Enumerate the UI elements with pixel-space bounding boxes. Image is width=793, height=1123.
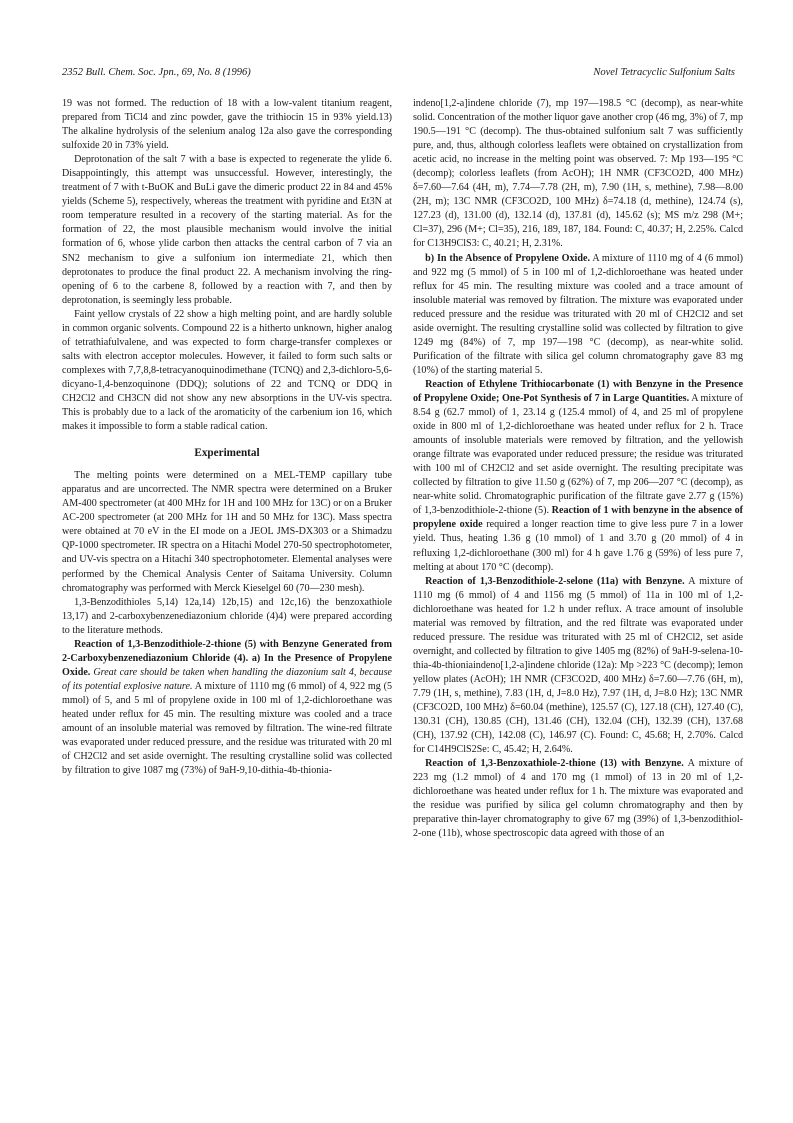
paragraph-body: A mixture of 8.54 g (62.7 mmol) of 1, 23.14 g (125.4 mmol) of 4, and 25 ml of propylene oxide in 800 ml of 1,2-dichloroethane was heated under reflux for 2 h. Trace amounts of insoluble materials were removed by filtration, and the yellowish orange filtrate was evaporated under reduced pressure; the residue was triturated with 100 ml of CH2Cl2 and set aside overnight. The resulting precipitate was collected by filtration to give 11.50 g (62%) of 7, mp 206—207 °C (decomp), as near-white solid. Chromatographic purification of the filtrate gave 2.77 g (15%) of 1,3-benzodithiole-2-thione (5). bbox=[413, 392, 743, 517]
paragraph: 1,3-Benzodithioles 5,14) 12a,14) 12b,15) and 12c,16) the benzoxathiole 13,17) and 2-carboxybenzenediazonium chloride (4)4) were prepared according to the literature methods. bbox=[62, 596, 392, 636]
paragraph bbox=[62, 638, 392, 778]
paragraph-body: A mixture of 1110 mg (6 mmol) of 4 and 1156 mg (5 mmol) of 11a in 100 ml of 1,2-dichloroethane was heated for 1.2 h under reflux. A trace amount of insoluble material was removed by filtration, and the red filtrate was evaporated under reduced pressure. The residue was triturated with 25 ml of CH2Cl2, set aside overnight, and collected by filtration to give 1405 mg (82%) of 9aH-9-selena-10-thia-4b-thioniaindeno[1,2-a]indene chloride (12a): Mp >223 °C (decomp); lemon yellow plates (AcOH); 1H NMR (CF3CO2D, 400 MHz) δ=7.60—7.76 (6H, m), 7.79 (1H, s, methine), 7.83 (1H, d, J=8.0 Hz), 7.97 (1H, d, J=8.0 Hz); 13C NMR (CF3CO2D, 100 MHz) δ=60.04 (methine), 125.57 (C), 127.18 (CH), 127.40 (C), 130.31 (CH), 130.85 (CH), 131.46 (CH), 132.04 (CH), 132.39 (CH), 137.68 (CH), 137.92 (CH), 142.08 (C), 146.97 (C). Found: C, 45.68; H, 2.70%. Calcd for C14H9ClS2Se: C, 45.42; H, 2.64%. bbox=[413, 575, 743, 756]
run-in-title: Reaction of 1,3-Benzodithiole-2-selone (11a) with Benzyne. bbox=[425, 575, 685, 587]
paragraph: The melting points were determined on a MEL-TEMP capillary tube apparatus and are uncorrected. The NMR spectra were determined on a Bruker AM-400 spectrometer (at 400 MHz for 1H and 100 MHz for 13C) or on a Bruker AC-200 spectrometer (at 200 MHz for 1H and 50 MHz for 13C). Mass spectra were obtained at 70 eV in the EI mode on a JEOL JMS-DX303 or a Shimadzu QP-1000 spectrometer. IR spectra on a Hitachi Model 270-50 spectrophotometer, and UV-vis spectra on a Hitachi 340 spectrophotometer. Elemental analyses were performed by the Chemical Analysis Center of Saitama University. Column chromatography was performed with Merck Kieselgel 60 (70—230 mesh). bbox=[62, 470, 392, 594]
paragraph bbox=[413, 757, 743, 841]
right-column bbox=[413, 97, 743, 841]
paragraph-body: A mixture of 223 mg (1.2 mmol) of 4 and 170 mg (1 mmol) of 13 in 20 ml of 1,2-dichloroethane was heated under reflux for 1 h. The mixture was evaporated and the residue was purified by silica gel column chromatography and then by preparative thin-layer chromatography to give 67 mg (39%) of 1,3-benzodithiol-2-one (11b), whose spectroscopic data agreed with those of an bbox=[413, 758, 743, 840]
paragraph-body: A mixture of 1110 mg of 4 (6 mmol) and 922 mg (5 mmol) of 5 in 100 ml of 1,2-dichloroethane was heated under reflux for 45 min. The resulting mixture was cooled and a trace amount of insoluble material was removed by filtration. The mixture was evaporated under reduced pressure and the residue was triturated with 20 ml of CH2Cl2 and set aside overnight. The resulting crystalline solid was collected by filtration to give 1249 mg (84%) of 7, mp 197—198 °C (decomp), as near-white solid. Purification of the filtrate with silica gel column chromatography gave 83 mg (10%) of the starting material 5. bbox=[413, 252, 744, 376]
run-in-title: Reaction of 1,3-Benzodithiole-2-thione (5) with Benzyne Generated from 2-Carboxybenzenediazonium Chloride (4). a) In the Presence of Propylene Oxide. bbox=[62, 638, 392, 678]
paragraph: Deprotonation of the salt 7 with a base is expected to regenerate the ylide 6. Disappointingly, this attempt was unsuccessful. However, interestingly, the treatment of 7 with t-BuOK and BuLi gave the dimeric product 22 in 84 and 45% yields (Scheme 5), respectively, whereas the treatment with pyridine and Et3N at room temperature resulted in a recovery of the starting material. As for the formation of 22, the most plausible mechanism would involve the initial formation of 6, whose ylide carbon then attacks the central carbon of 7 via an SN2 mechanism to give a sulfonium ion intermediate 21, which then deprotonates to produce the final product 22. A mechanism involving the ring-opening of 6 to the carbene 8, followed by a reaction with 7, and then by deprotonation, is seemingly less probable. bbox=[62, 154, 392, 306]
running-head-title: Novel Tetracyclic Sulfonium Salts bbox=[593, 67, 735, 78]
running-head bbox=[62, 67, 735, 83]
run-in-title: Reaction of 1,3-Benzoxathiole-2-thione (13) with Benzyne. bbox=[425, 758, 684, 770]
run-in-title: Reaction of Ethylene Trithiocarbonate (1) with Benzyne in the Presence of Propylene Oxide; One-Pot Synthesis of 7 in Large Quantities. bbox=[413, 378, 743, 404]
paragraph: Faint yellow crystals of 22 show a high melting point, and are hardly soluble in common organic solvents. Compound 22 is a hitherto unknown, higher analog of tetrathiafulvalene, and was expected to form charge-transfer complexes or salts with electron acceptor molecules. However, it failed to form such salts or complexes with 7,7,8,8-tetracyanoquinodimethane (TCNQ) and 2,3-dichloro-5,6-dicyano-1,4-benzoquinone (DDQ); solutions of 22 and TCNQ or DDQ in CH2Cl2 and CH3CN did not show any new absorptions in the UV-vis spectra. This is probably due to a lack of the aromaticity of the carbenium ion 16, which makes it impossible to form a stable radical cation. bbox=[62, 308, 392, 433]
paragraph: 19 was not formed. The reduction of 18 with a low-valent titanium reagent, prepared from TiCl4 and zinc powder, gave the trithiocin 15 in 93% yield.13) The alkaline hydrolysis of the selenium analog 12a also gave the corresponding sulfoxide 20 in 73% yield. bbox=[62, 98, 392, 152]
paragraph bbox=[413, 252, 743, 378]
paragraph: indeno[1,2-a]indene chloride (7), mp 197—198.5 °C (decomp), as near-white solid. Concentration of the mother liquor gave another crop (46 mg, 3%) of 7, mp 190.5—191 °C (decomp). The thus-obtained sulfonium salt 7 was sufficiently pure, and, thus, although colorless leaflets were obtained on crystallization from acetic acid, no increase in the melting point was observed. 7: Mp 193—195 °C (decomp); colorless leaflets (from AcOH); 1H NMR (CF3CO2D, 400 MHz) δ=7.60—7.64 (4H, m), 7.74—7.78 (2H, m), 7.90 (1H, s, methine), 7.98—8.00 (2H, m); 13C NMR (CF3CO2D, 100 MHz) δ=74.18 (d, methine), 124.74 (s), 127.23 (d), 131.00 (d), 132.14 (d), 137.81 (d), 145.62 (s); MS m/z 298 (M+; Cl=37), 296 (M+; Cl=35), 216, 189, 187, 184. Found: C, 40.37; H, 2.25%. Calcd for C13H9ClS3: C, 40.21; H, 2.31%. bbox=[413, 98, 743, 250]
left-column bbox=[62, 97, 392, 778]
running-head-citation: 2352 Bull. Chem. Soc. Jpn., 69, No. 8 (1996) bbox=[62, 67, 251, 78]
paragraph bbox=[413, 378, 743, 575]
paragraph-body: required a longer reaction time to give less pure 7 in a lower yield. Thus, heating 1.36 g (10 mmol) of 1 and 3.70 g (20 mmol) of 4 in refluxing 1,2-dichloroethane (300 ml) for 4 h gave 1.76 g (59%) of less pure 7, melting at about 170 °C (decomp). bbox=[413, 519, 744, 573]
section-heading: Experimental bbox=[194, 447, 260, 460]
caution-note: Great care should be taken when handling the diazonium salt 4, because of its potential explosive nature. bbox=[62, 666, 392, 692]
run-in-title: Reaction of 1 with benzyne in the absence of propylene oxide bbox=[413, 505, 743, 531]
paragraph bbox=[413, 575, 743, 758]
paragraph-body: A mixture of 1110 mg (6 mmol) of 4, 922 mg (5 mmol) of 5, and 5 ml of propylene oxide in 100 ml of 1,2-dichloroethane was heated under reflux for 45 min. The resulting mixture was cooled and a trace amount of an insoluble material was removed by filtration. The wine-red filtrate was evaporated under reduced pressure, and the residue was triturated with 20 ml of CH2Cl2 and set aside overnight. The resulting crystalline solid was collected by filtration to give 1087 mg (73%) of 9aH-9,10-dithia-4b-thionia- bbox=[62, 680, 392, 777]
run-in-title: b) In the Absence of Propylene Oxide. bbox=[425, 252, 590, 264]
